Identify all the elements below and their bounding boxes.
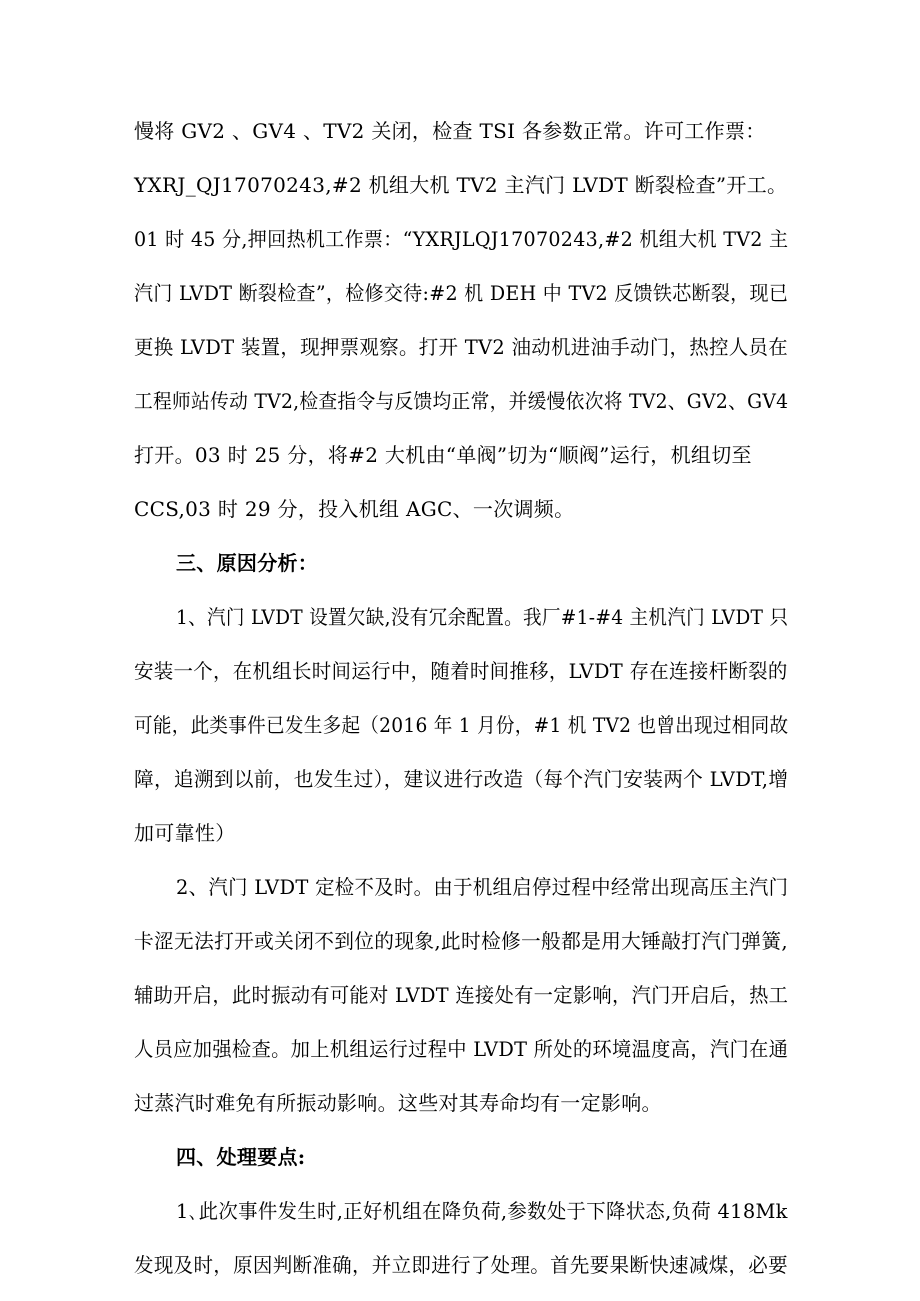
text-line: 辅助开启，此时振动有可能对 LVDT 连接处有一定影响，汽门开启后，热工 [134,983,789,1007]
text-line: 01 时 45 分,押回热机工作票：“YXRJLQJ17070243,#2 机组大机 TV2 主 [134,227,789,251]
text-line: 安装一个，在机组长时间运行中，随着时间推移，LVDT 存在连接杆断裂的 [134,659,788,683]
text-line: 过蒸汽时难免有所振动影响。这些对其寿命均有一定影响。 [134,1091,662,1115]
text-line: 打开。03 时 25 分，将#2 大机由“单阀”切为“顺阀”运行，机组切至 [134,443,752,467]
text-line: YXRJ_QJ17070243,#2 机组大机 TV2 主汽门 LVDT 断裂检查”开工。 [134,173,788,197]
text-line: 发现及时，原因判断准确，并立即进行了处理。首先要果断快速减煤，必要 [134,1253,788,1277]
text-line: CCS,03 时 29 分，投入机组 AGC、一次调频。 [134,497,575,521]
text-line: 2、汽门 LVDT 定检不及时。由于机组启停过程中经常出现高压主汽门 [176,875,789,899]
text-line: 慢将 GV2 、GV4 、TV2 关闭，检查 TSI 各参数正常。许可工作票： [134,119,766,143]
text-line: 1､此次事件发生时,正好机组在降负荷,参数处于下降状态,负荷 418Mk [176,1199,788,1223]
text-line: 卡涩无法打开或关闭不到位的现象,此时检修一般都是用大锤敲打汽门弹簧, [134,929,788,953]
section-heading-cause-analysis: 三、原因分析： [176,551,319,575]
text-line: 更换 LVDT 装置，现押票观察。打开 TV2 油动机进油手动门，热控人员在 [134,335,789,359]
text-line: 工程师站传动 TV2,检查指令与反馈均正常，并缓慢依次将 TV2、GV2、GV4 [134,389,789,413]
text-line: 1、汽门 LVDT 设置欠缺,没有冗余配置。我厂#1-#4 主机汽门 LVDT 只 [176,605,789,629]
text-line: 加可靠性） [134,821,236,845]
text-line: 汽门 LVDT 断裂检查”，检修交待:#2 机 DEH 中 TV2 反馈铁芯断裂，现已 [134,281,789,305]
text-line: 障，追溯到以前，也发生过），建议进行改造（每个汽门安装两个 LVDT,增 [134,767,789,791]
section-heading-handling-points: 四、处理要点: [176,1145,306,1169]
text-line: 人员应加强检查。加上机组运行过程中 LVDT 所处的环境温度高，汽门在通 [134,1037,789,1061]
text-line: 可能，此类事件已发生多起（2016 年 1 月份，#1 机 TV2 也曾出现过相同故 [134,713,789,737]
